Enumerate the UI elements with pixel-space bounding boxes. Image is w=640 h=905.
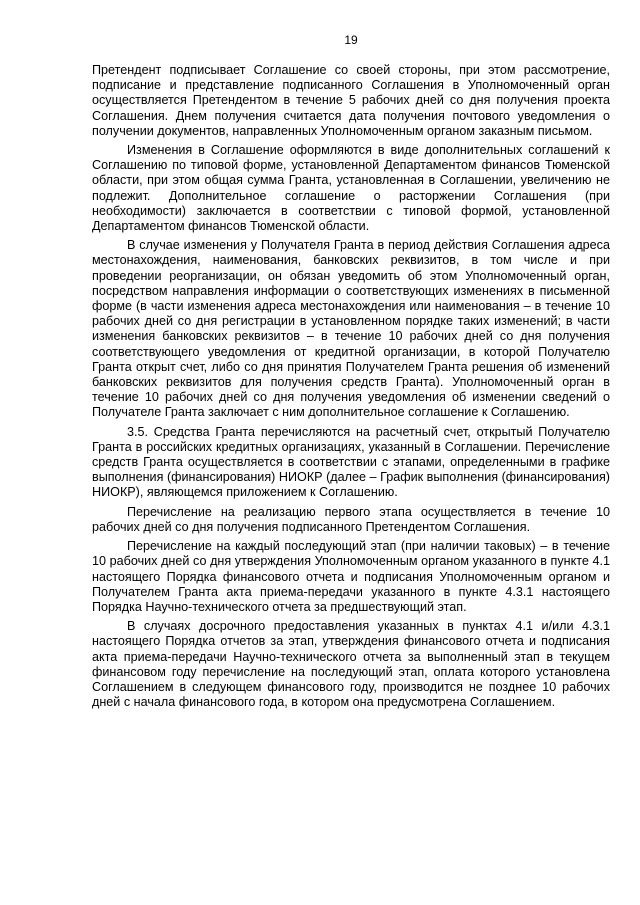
paragraph-1: Претендент подписывает Соглашение со своей стороны, при этом рассмотрение, подписание и представление подписанного Соглашения в Уполномоченный орган осуществляется Претендентом в течение 5 рабочих дней со дня получения проекта Соглашения. Днем получения считается дата получения почтового уведомления о получении документов, направленных Уполномоченным органом заказным письмом.	[92, 63, 610, 138]
paragraph-7: В случаях досрочного предоставления указанных в пунктах 4.1 и/или 4.3.1 настоящего Порядка отчетов за этап, утверждения финансового отчета и подписания акта приема-передачи Научно-технического отчета за выполненный этап в текущем финансовом году перечисление на последующий этап, оплата которого установлена Соглашением в следующем финансового году, производится не позднее 10 рабочих дней с начала финансового года, в котором она предусмотрена Соглашением.	[92, 619, 610, 710]
paragraph-3: В случае изменения у Получателя Гранта в период действия Соглашения адреса местонахождения, наименования, банковских реквизитов, в том числе и при проведении реорганизации, он обязан уведомить об этом Уполномоченный орган, посредством направления информации о соответствующих изменениях в письменной форме (в части изменения адреса местонахождения или наименования – в течение 10 рабочих дней со дня регистрации в установленном порядке таких изменений; в части изменения банковских реквизитов – в течение 10 рабочих дней со дня получения соответствующего уведомления от кредитной организации, в которой Получателю Гранта открыт счет, либо со дня принятия Получателем Гранта решения об изменений банковских реквизитов для получения средств Гранта). Уполномоченный орган в течение 10 рабочих дней со дня получения уведомления об изменении сведений о Получателе Гранта заключает с ним дополнительное соглашение к Соглашению.	[92, 238, 610, 420]
paragraph-5: Перечисление на реализацию первого этапа осуществляется в течение 10 рабочих дней со дня получения подписанного Претендентом Соглашения.	[92, 504, 610, 534]
paragraph-6: Перечисление на каждый последующий этап (при наличии таковых) – в течение 10 рабочих дней со дня утверждения Уполномоченным органом указанного в пункте 4.1 настоящего Порядка финансового отчета и подписания Уполномоченным органом и Получателем Гранта акта приема-передачи указанного в пункте 4.3.1 настоящего Порядка Научно-технического отчета за предшествующий этап.	[92, 539, 610, 614]
paragraph-4: 3.5. Средства Гранта перечисляются на расчетный счет, открытый Получателю Гранта в российских кредитных организациях, указанный в Соглашении. Перечисление средств Гранта осуществляется в соответствии с этапами, определенными в графике выполнения (финансирования) НИОКР (далее – График выполнения (финансирования) НИОКР), являющемся приложением к Соглашению.	[92, 424, 610, 500]
page-number: 19	[344, 33, 358, 47]
paragraph-2: Изменения в Соглашение оформляются в виде дополнительных соглашений к Соглашению по типовой форме, установленной Департаментом финансов Тюменской области, при этом общая сумма Гранта, установленная в Соглашении, увеличению не подлежит. Дополнительное соглашение о расторжении Соглашения (при необходимости) заключается в соответствии с типовой формой, установленной Департаментом финансов Тюменской области.	[92, 143, 610, 234]
